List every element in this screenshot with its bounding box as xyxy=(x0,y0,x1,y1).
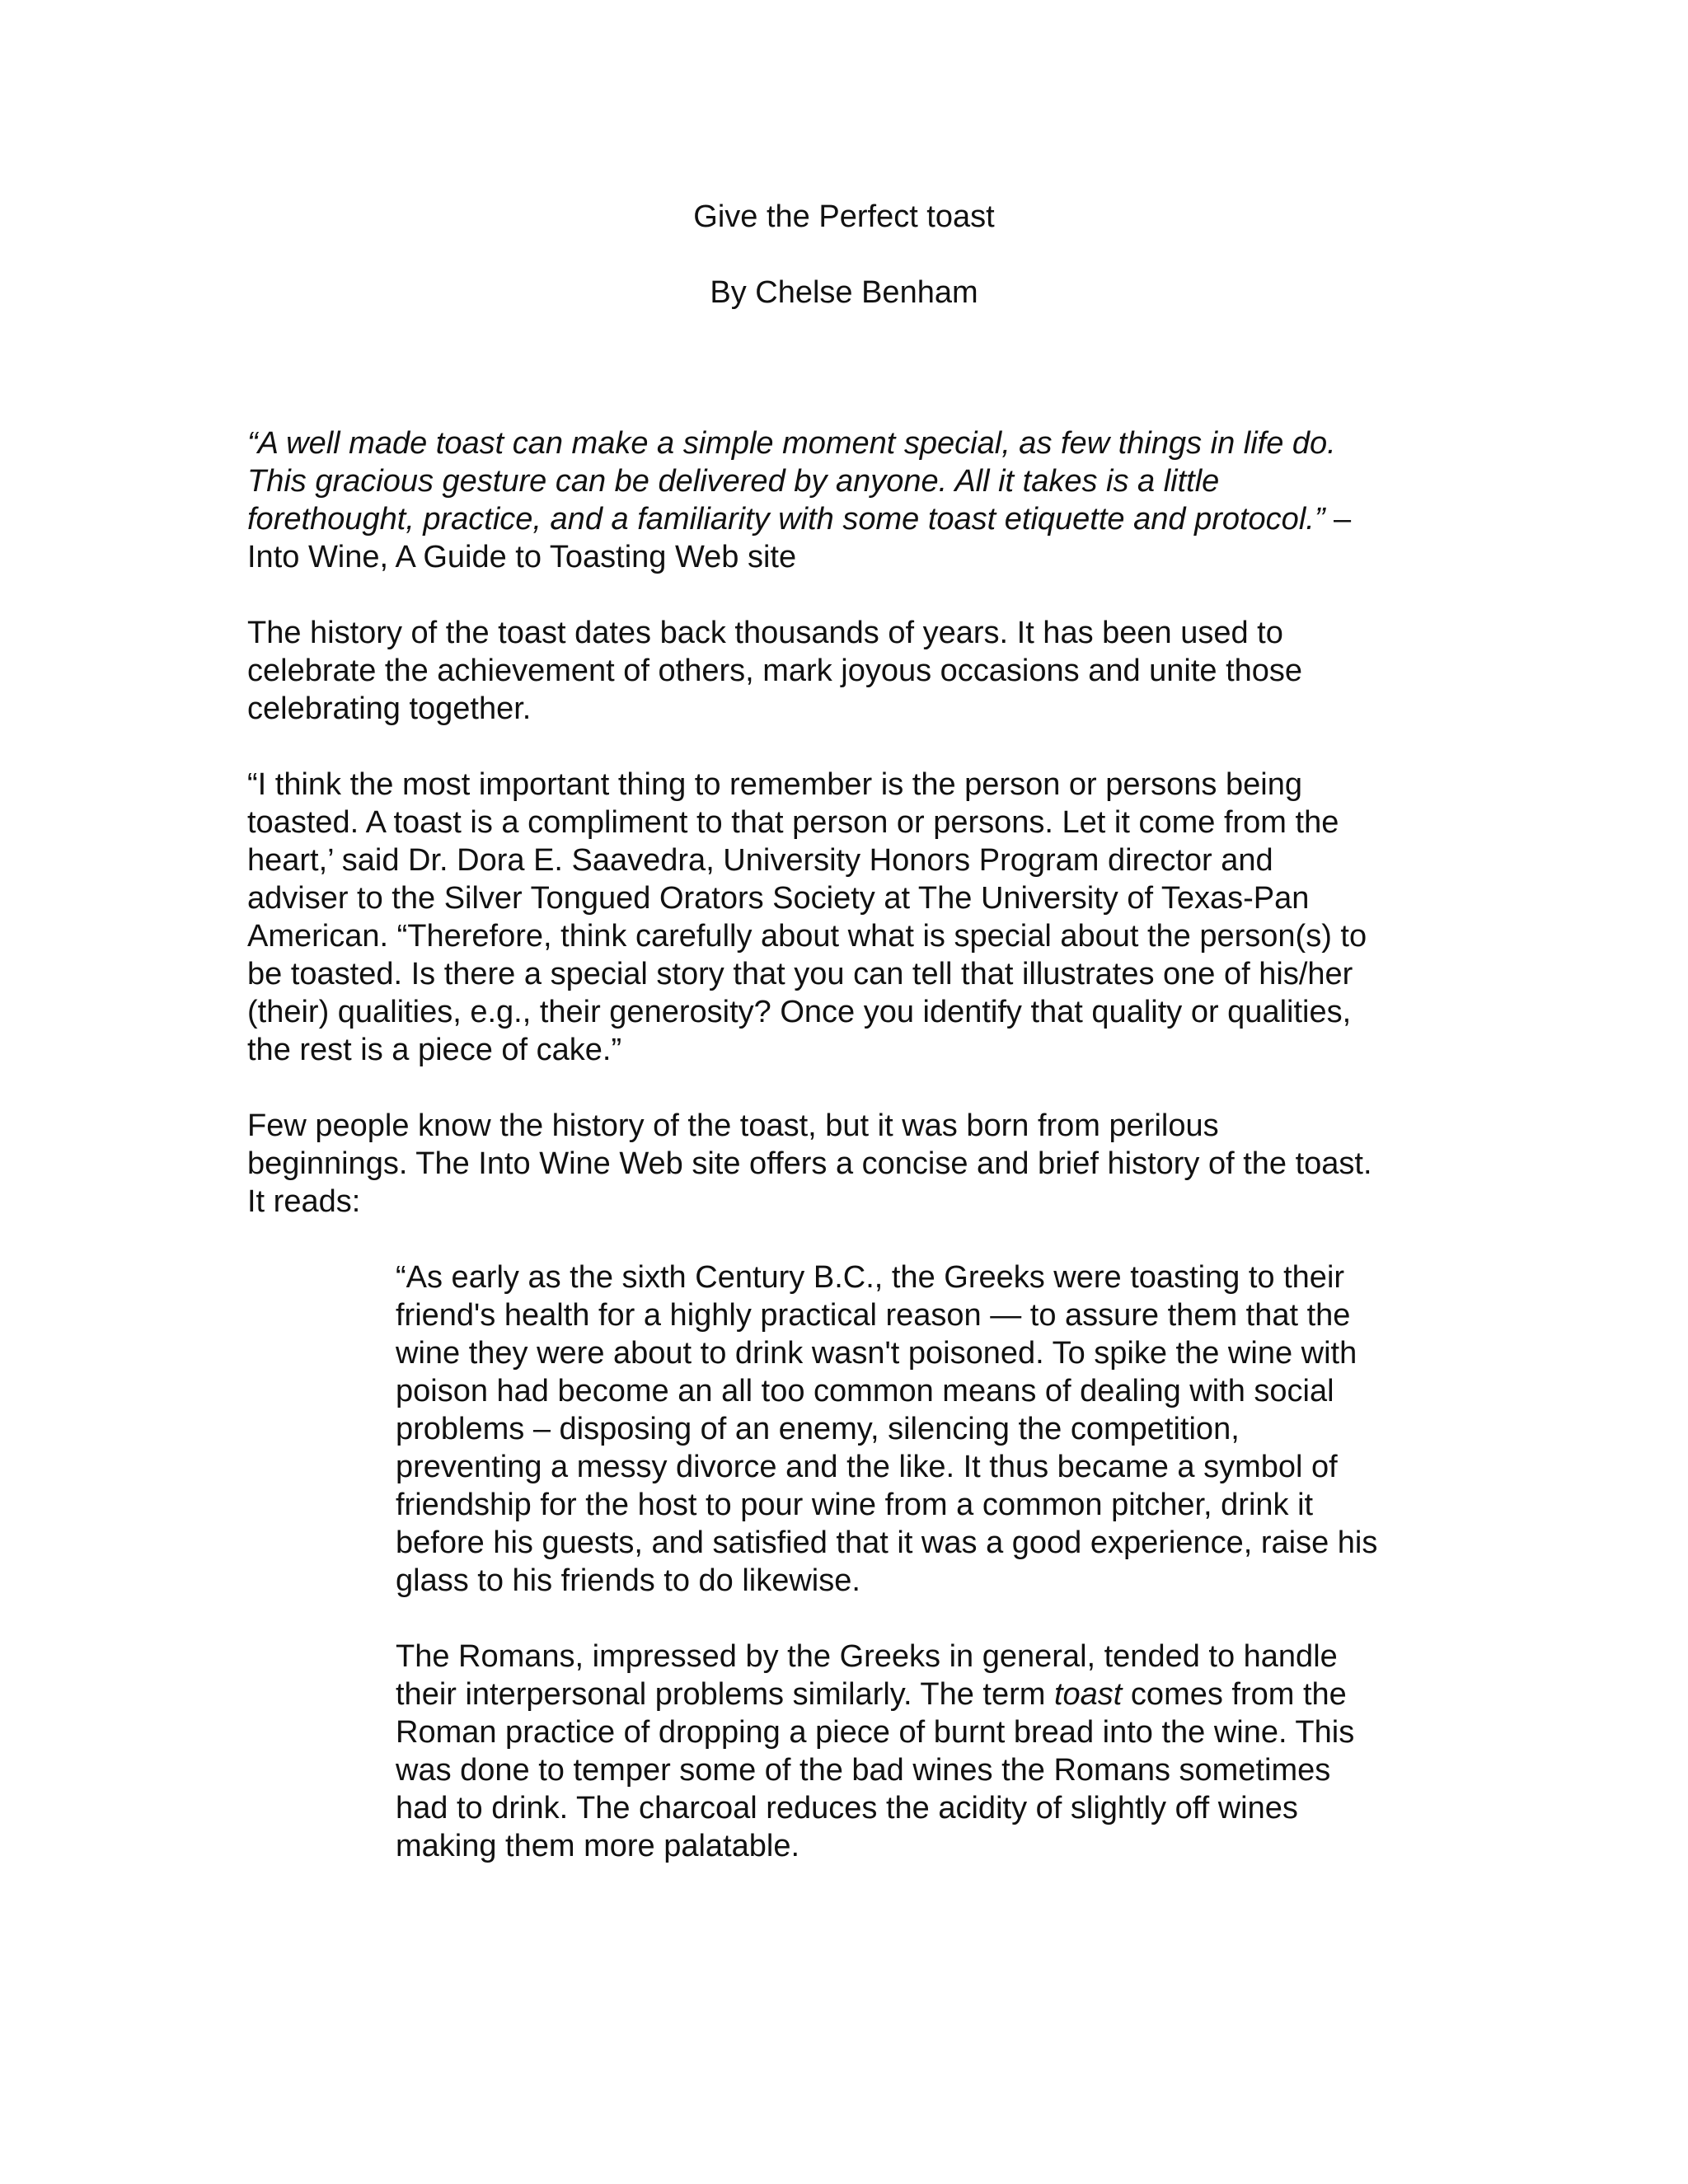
paragraph-line: beginnings. The Into Wine Web site offers a concise and brief history of the toast. xyxy=(247,1146,1372,1181)
body-paragraph-2 xyxy=(247,766,1434,1069)
paragraph-line: “I think the most important thing to remember is the person or persons being xyxy=(247,767,1302,802)
paragraph-line: Few people know the history of the toast, but it was born from perilous xyxy=(247,1108,1219,1143)
paragraph-line: heart,’ said Dr. Dora E. Saavedra, University Honors Program director and xyxy=(247,843,1273,878)
paragraph-line: (their) qualities, e.g., their generosity? Once you identify that quality or qualities, xyxy=(247,995,1352,1029)
blockquote-line: preventing a messy divorce and the like. It thus became a symbol of xyxy=(396,1450,1338,1484)
blockquote-line: making them more palatable. xyxy=(396,1829,800,1863)
blockquote-line: glass to his friends to do likewise. xyxy=(396,1563,860,1598)
paragraph-line: adviser to the Silver Tongued Orators Society at The University of Texas-Pan xyxy=(247,881,1310,916)
blockquote-line: problems – disposing of an enemy, silencing the competition, xyxy=(396,1412,1240,1446)
epigraph-source: Into Wine, A Guide to Toasting Web site xyxy=(247,540,797,574)
epigraph-paragraph xyxy=(247,424,1434,576)
blockquote-greeks xyxy=(396,1258,1451,1600)
epigraph-line-text: forethought, practice, and a familiarity with some toast etiquette and protocol.” xyxy=(247,502,1325,537)
blockquote-line: “As early as the sixth Century B.C., the Greeks were toasting to their xyxy=(396,1260,1345,1295)
epigraph-line: This gracious gesture can be delivered by anyone. All it takes is a little xyxy=(247,464,1220,499)
blockquote-line-part: their interpersonal problems similarly. The term xyxy=(396,1677,1054,1712)
body-paragraph-3 xyxy=(247,1107,1434,1221)
epigraph-line xyxy=(247,500,1434,538)
paragraph-line: celebrate the achievement of others, mark joyous occasions and unite those xyxy=(247,654,1303,688)
blockquote-line: The Romans, impressed by the Greeks in general, tended to handle xyxy=(396,1639,1338,1674)
blockquote-line: friend's health for a highly practical reason — to assure them that the xyxy=(396,1298,1351,1333)
blockquote-line: was done to temper some of the bad wines the Romans sometimes xyxy=(396,1753,1331,1788)
epigraph-line: “A well made toast can make a simple moment special, as few things in life do. xyxy=(247,426,1336,461)
blockquote-line: wine they were about to drink wasn't poisoned. To spike the wine with xyxy=(396,1336,1357,1371)
blockquote-line xyxy=(396,1675,1451,1713)
paragraph-line: celebrating together. xyxy=(247,691,532,726)
blockquote-line: before his guests, and satisfied that it was a good experience, raise his xyxy=(396,1526,1378,1560)
document-title: Give the Perfect toast xyxy=(693,199,995,234)
paragraph-line: be toasted. Is there a special story that you can tell that illustrates one of his/her xyxy=(247,957,1353,991)
paragraph-line: The history of the toast dates back thousands of years. It has been used to xyxy=(247,616,1283,650)
blockquote-line: Roman practice of dropping a piece of burnt bread into the wine. This xyxy=(396,1715,1355,1750)
document-body xyxy=(247,424,1434,1903)
blockquote-line: friendship for the host to pour wine from a common pitcher, drink it xyxy=(396,1488,1314,1522)
body-paragraph-1 xyxy=(247,614,1434,728)
document-author: By Chelse Benham xyxy=(710,275,978,310)
blockquote-line: poison had become an all too common means of dealing with social xyxy=(396,1374,1334,1408)
paragraph-line: It reads: xyxy=(247,1184,361,1219)
paragraph-line: toasted. A toast is a compliment to that person or persons. Let it come from the xyxy=(247,805,1339,840)
emphasized-term-toast: toast xyxy=(1053,1677,1123,1712)
blockquote-line: had to drink. The charcoal reduces the acidity of slightly off wines xyxy=(396,1791,1298,1825)
paragraph-line: the rest is a piece of cake.” xyxy=(247,1033,622,1067)
epigraph-dash: – xyxy=(1325,502,1352,537)
blockquote-line-part: comes from the xyxy=(1122,1677,1347,1712)
blockquote-romans xyxy=(396,1638,1451,1865)
paragraph-line: American. “Therefore, think carefully about what is special about the person(s) to xyxy=(247,919,1367,954)
